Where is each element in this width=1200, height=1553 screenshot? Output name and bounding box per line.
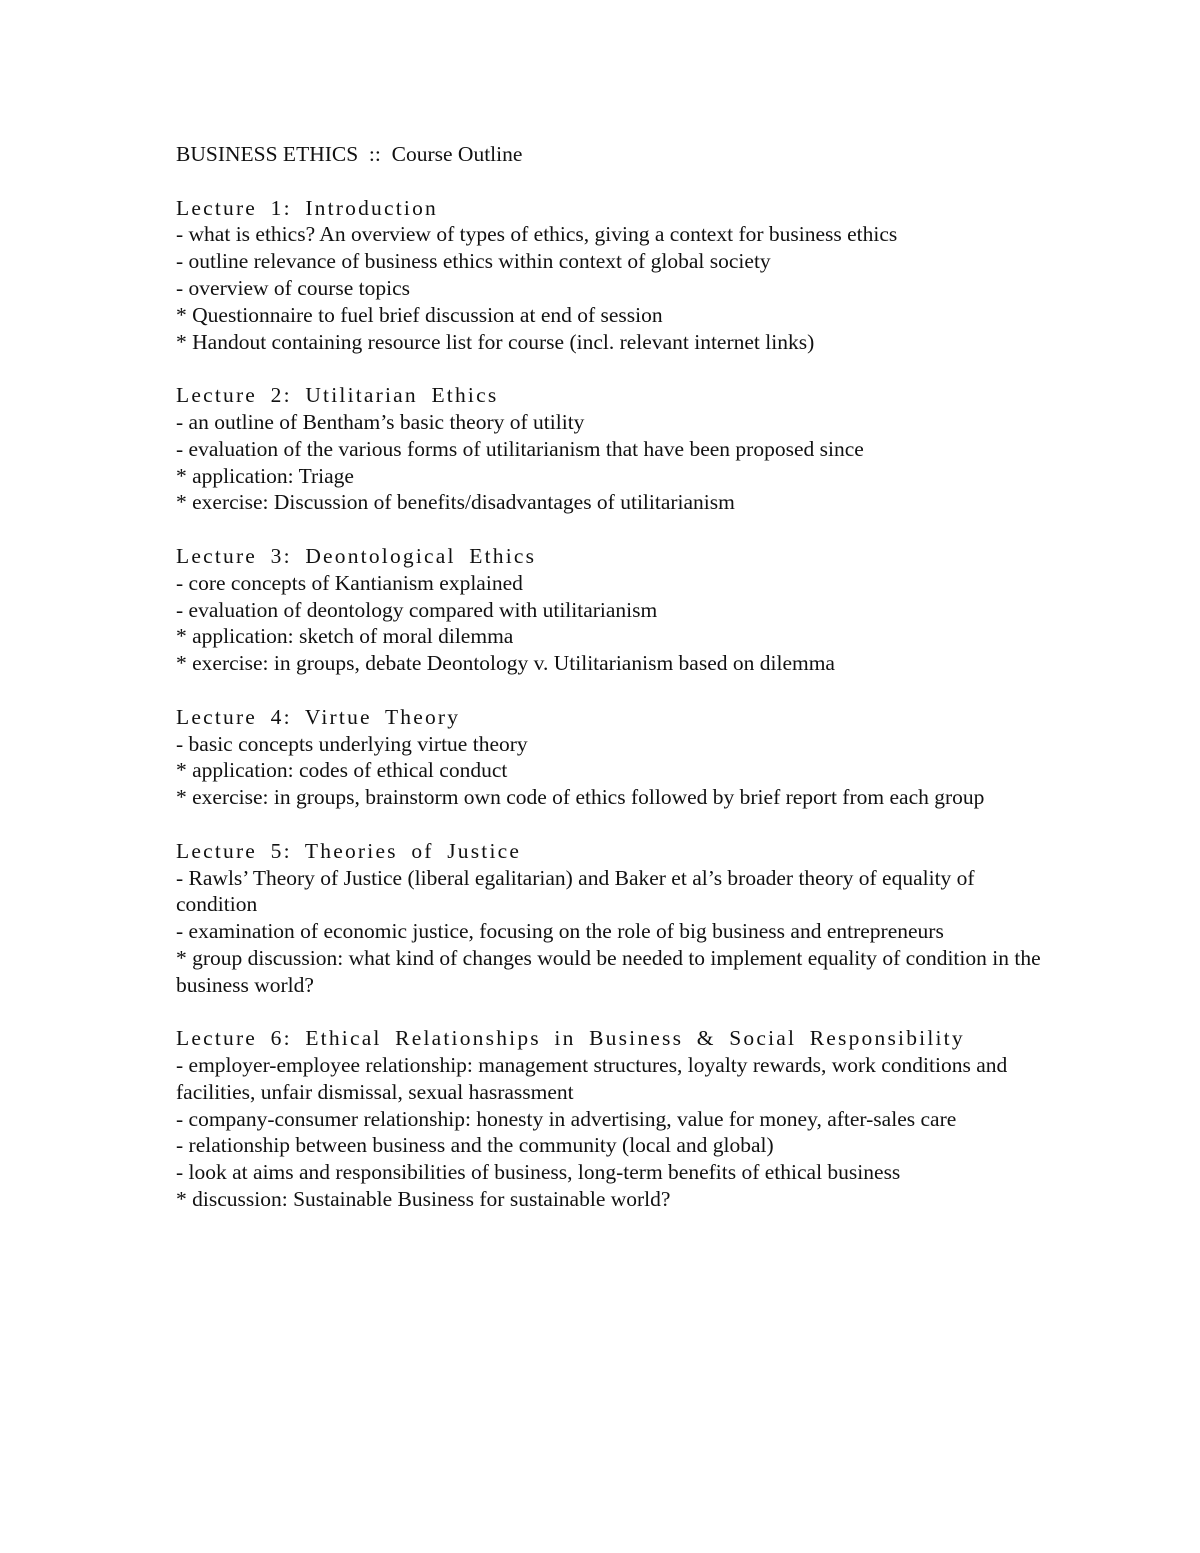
lecture-item: - core concepts of Kantianism explained [176, 570, 523, 595]
lecture-item: - evaluation of deontology compared with utilitarianism [176, 597, 658, 622]
lecture-item: - look at aims and responsibilities of business, long-term benefits of ethical business [176, 1160, 901, 1185]
lecture-heading: Lecture 5: Theories of Justice [176, 838, 522, 863]
lecture-heading: Lecture 4: Virtue Theory [176, 704, 461, 729]
lecture-item: - outline relevance of business ethics within context of global society [176, 249, 771, 274]
lecture-item: * group discussion: what kind of changes would be needed to implement equality of condition in the business world? [176, 945, 1041, 997]
lecture-item: - basic concepts underlying virtue theory [176, 731, 528, 756]
lecture-heading: Lecture 1: Introduction [176, 195, 438, 220]
lecture-item: - Rawls’ Theory of Justice (liberal egalitarian) and Baker et al’s broader theory of equality of condition [176, 865, 975, 917]
lecture-item: * Questionnaire to fuel brief discussion at end of session [176, 302, 663, 327]
lecture-item: * Handout containing resource list for course (incl. relevant internet links) [176, 329, 815, 354]
lecture-item: - an outline of Bentham’s basic theory of utility [176, 409, 585, 434]
lecture-section [176, 1025, 1046, 1213]
lecture-heading: Lecture 6: Ethical Relationships in Business & Social Responsibility [176, 1026, 965, 1051]
lecture-sections [176, 195, 1046, 1213]
lecture-item: - examination of economic justice, focusing on the role of big business and entrepreneurs [176, 919, 944, 944]
lecture-item: - company-consumer relationship: honesty in advertising, value for money, after-sales care [176, 1106, 957, 1131]
lecture-item: * application: Triage [176, 463, 354, 488]
lecture-section [176, 838, 1046, 999]
lecture-section [176, 195, 1046, 356]
lecture-item: - what is ethics? An overview of types of ethics, giving a context for business ethics [176, 222, 898, 247]
lecture-item: * exercise: Discussion of benefits/disadvantages of utilitarianism [176, 490, 735, 515]
lecture-section [176, 543, 1046, 677]
lecture-item: * exercise: in groups, brainstorm own code of ethics followed by brief report from each group [176, 785, 985, 810]
lecture-section [176, 704, 1046, 811]
lecture-item: * application: sketch of moral dilemma [176, 624, 514, 649]
lecture-item: * discussion: Sustainable Business for sustainable world? [176, 1187, 671, 1212]
lecture-item: * exercise: in groups, debate Deontology v. Utilitarianism based on dilemma [176, 651, 835, 676]
lecture-heading: Lecture 2: Utilitarian Ethics [176, 383, 499, 408]
lecture-section [176, 382, 1046, 516]
course-outline-page [176, 141, 1046, 1240]
document-title: BUSINESS ETHICS :: Course Outline [176, 142, 523, 166]
lecture-item: - employer-employee relationship: management structures, loyalty rewards, work conditions and facilities, unfair dismissal, sexual hasrassment [176, 1053, 1008, 1104]
lecture-item: - overview of course topics [176, 275, 411, 300]
lecture-item: * application: codes of ethical conduct [176, 758, 508, 783]
lecture-heading: Lecture 3: Deontological Ethics [176, 543, 537, 568]
lecture-item: - relationship between business and the community (local and global) [176, 1133, 774, 1158]
lecture-item: - evaluation of the various forms of utilitarianism that have been proposed since [176, 436, 864, 461]
